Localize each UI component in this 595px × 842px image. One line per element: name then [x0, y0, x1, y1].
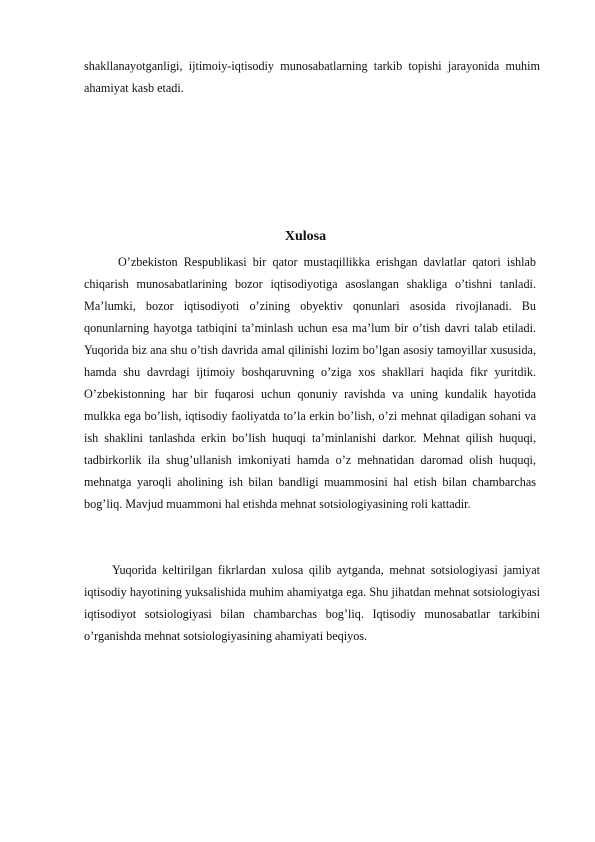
conclusion-paragraph-1-text: O’zbekiston Respublikasi bir qator mustaqillikka erishgan davlatlar qatori ishlab chiqarish munosabatlarining bozor iqtisodiyotiga asoslangan shakliga o’tishni tanladi. Ma’lumki, bozor iqtisodiyoti o’zining obyektiv qonunlari asosida rivojlanadi. Bu qonunlarning hayotga tatbiqini ta’minlash uchun esa ma’lum bir o’tish davri talab etiladi. Yuqorida biz ana shu o’tish davrida amal qilinishi lozim bo’lgan asosiy tamoyillar xususida, hamda shu davrdagi ijtimoiy boshqaruvning o’ziga xos shakllari haqida fikr yuritdik. O’zbekistonning har bir fuqarosi uchun qonuniy ravishda va uning kundalik hayotida mulkka ega bo’lish, iqtisodiy faoliyatda to’la erkin bo’lish, o’zi mehnat qiladigan sohani va ish shaklini tanlashda erkin bo’lish huquqi ta’minlanishi darkor. Mehnat qilish huquqi, tadbirkorlik ila shug’ullanish imkoniyati hamda o’z mehnatidan daromad olish huquqi, mehnatga yaroqli aholining ish bilan bandligi muammosini hal etish bilan chambarchas bog’liq. Mavjud muammoni hal etishda mehnat sotsiologiyasining roli kattadir. — [84, 255, 536, 511]
section-title: Xulosa — [284, 229, 327, 244]
intro-paragraph: shakllanayotganligi, ijtimoiy-iqtisodiy munosabatlarning tarkib topishi jarayonida muhim ahamiyat kasb etadi. — [84, 59, 540, 95]
conclusion-paragraph-2 — [84, 559, 540, 647]
conclusion-paragraph-1 — [84, 251, 536, 515]
conclusion-paragraph-2-text: Yuqorida keltirilgan fikrlardan xulosa qilib aytganda, mehnat sotsiologiyasi jamiyat iqtisodiy hayotining yuksalishida muhim ahamiyatga ega. Shu jihatdan mehnat sotsiologiyasi iqtisodiyot sotsiologiyasi bilan chambarchas bog’liq. Iqtisodiy munosabatlar tarkibini o’rganishda mehnat sotsiologiyasining ahamiyati beqiyos. — [84, 563, 540, 643]
